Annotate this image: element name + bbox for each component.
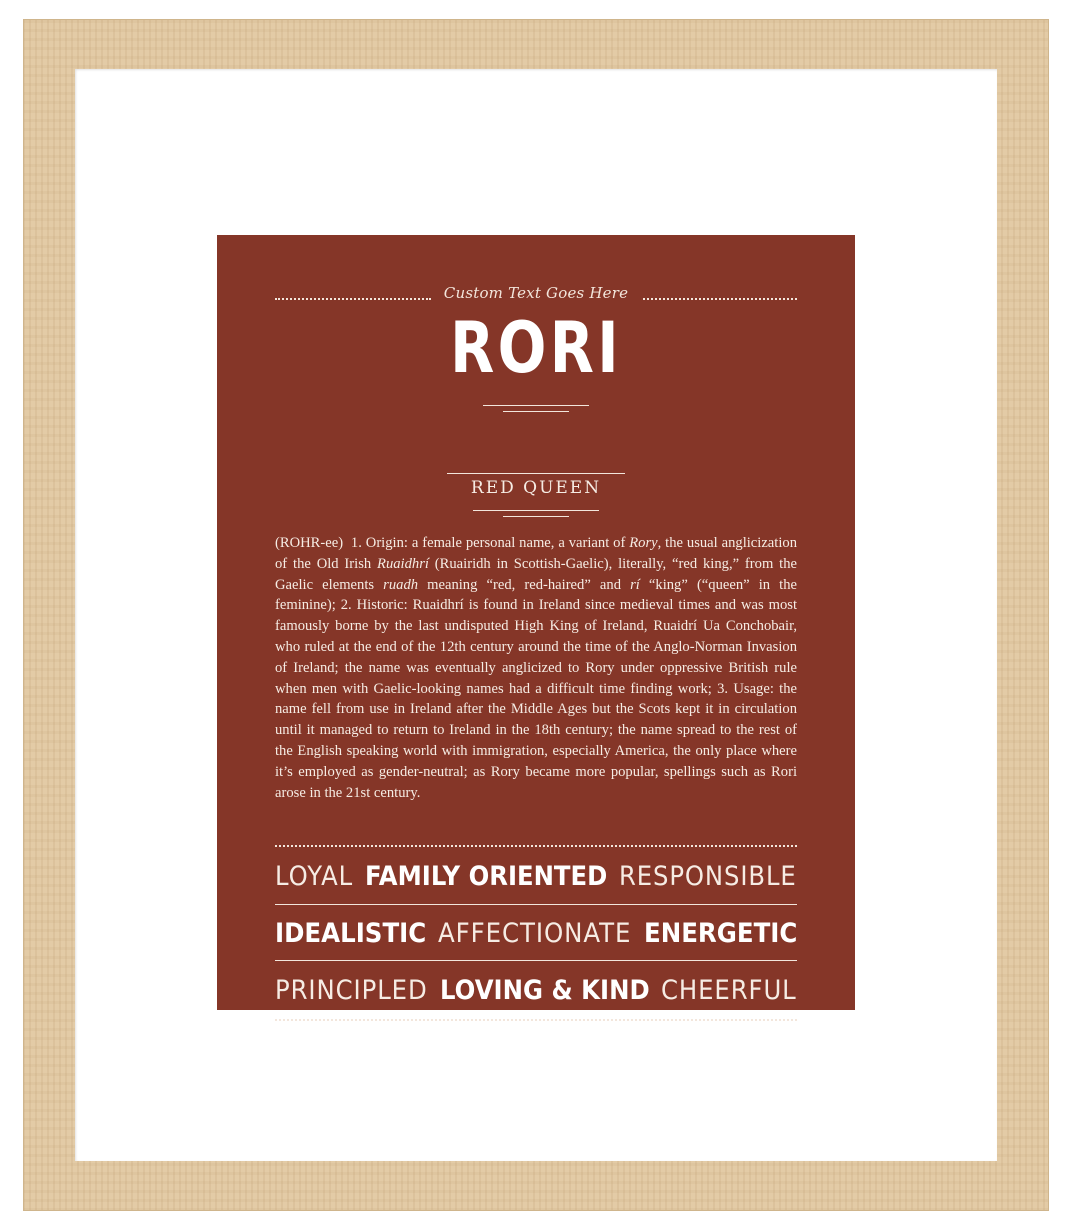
trait: ENERGETIC (643, 917, 797, 949)
custom-text: Custom Text Goes Here (443, 284, 629, 302)
trait: AFFECTIONATE (438, 917, 632, 949)
definition-part: 1. Origin: a female personal name, a variant of (350, 535, 630, 551)
trait: LOYAL (275, 860, 354, 892)
traits-row-2 (275, 913, 797, 953)
definition-italic: ruadh (383, 576, 419, 593)
traits-divider-1 (275, 904, 797, 905)
definition-italic: Ruaidhrí (377, 555, 429, 572)
trait: RESPONSIBLE (619, 860, 797, 892)
name-underline-1 (483, 405, 589, 406)
definition-text (275, 533, 797, 803)
definition-part: meaning “red, red-haired” and (418, 576, 631, 593)
name-title: RORI (450, 307, 622, 389)
name-print (217, 235, 855, 1010)
traits-divider-2 (275, 960, 797, 961)
traits-row-1 (275, 856, 797, 896)
pronunciation: (ROHR-ee) (275, 535, 344, 551)
traits-dotted-rule-top (275, 845, 797, 847)
name-meaning: RED QUEEN (470, 478, 602, 498)
definition-part: “king” (“queen” in the feminine); 2. Historic: Ruaidhrí is found in Ireland since medieval times and was most famously borne by the last undisputed High King of Ireland, Ruaidrí Ua Conchobair, who ruled at the end of the 12th century around the time of the Anglo-Norman Invasion of Ireland; the name was eventually anglicized to Rory under oppressive British rule when men with Gaelic-looking names had a difficult time finding work; 3. Usage: the name fell from use in Ireland after the Middle Ages but the Scots kept it in circulation until it managed to return to Ireland in the 18th century; the name spread to the rest of the English speaking world with immigration, especially America, the only place where it’s employed as gender-neutral; as Rory became more popular, spellings such as Rori arose in the 21st century. (275, 576, 797, 801)
meaning-rule-bottom-1 (473, 510, 599, 511)
trait: IDEALISTIC (275, 917, 427, 949)
definition-part: (Ruairidh in Scottish-Gaelic), literally, “red king,” from the Gaelic elements (275, 555, 797, 593)
trait: FAMILY ORIENTED (365, 860, 608, 892)
trait: LOVING & KIND (439, 974, 650, 1006)
picture-frame (23, 19, 1049, 1211)
definition-italic: Rory (629, 535, 658, 551)
meaning-rule-bottom-2 (503, 516, 569, 517)
trait: CHEERFUL (661, 974, 797, 1006)
definition-part: , the usual anglicization of the Old Irish (275, 535, 797, 572)
traits-dotted-rule-bottom (275, 1019, 797, 1021)
mat-board (75, 69, 997, 1161)
meaning-rule-top (447, 473, 625, 474)
trait: PRINCIPLED (275, 974, 428, 1006)
name-underline-2 (503, 411, 569, 412)
traits-row-3 (275, 970, 797, 1010)
definition-italic: rí (630, 576, 640, 593)
